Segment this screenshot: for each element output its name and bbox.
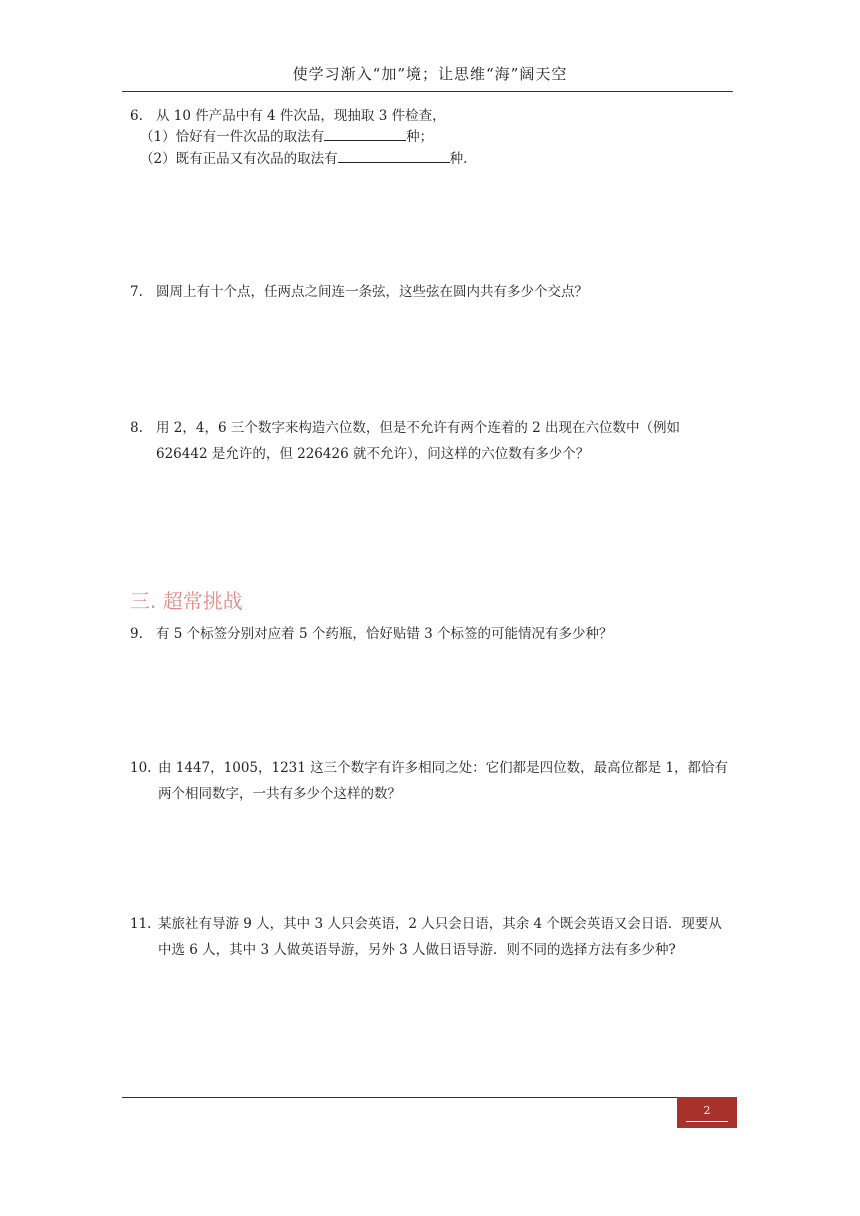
answer-blank-2[interactable] bbox=[338, 147, 450, 163]
question-text: 有 5 个标签分别对应着 5 个药瓶，恰好贴错 3 个标签的可能情况有多少种？ bbox=[156, 626, 613, 642]
footer-divider bbox=[122, 1097, 684, 1098]
question-7 bbox=[130, 279, 735, 305]
page-number: 2 bbox=[703, 1104, 711, 1117]
header-divider bbox=[122, 91, 733, 92]
sub-question-1-text: （1）恰好有一件次品的取法有 bbox=[140, 129, 325, 145]
question-8 bbox=[130, 415, 735, 467]
question-11 bbox=[130, 911, 735, 963]
question-number: 7. bbox=[130, 284, 143, 300]
question-text: 某旅社有导游 9 人，其中 3 人只会英语，2 人只会日语，其余 4 个既会英语又会日语．现要从中选 6 人，其中 3 人做英语导游，另外 3 人做日语导游．则不同的选择方法有多少种? bbox=[158, 916, 722, 958]
question-number: 6. bbox=[130, 108, 143, 124]
sub-question-1-suffix: 种； bbox=[406, 129, 434, 145]
sub-question-2-suffix: 种. bbox=[449, 151, 468, 167]
answer-blank-1[interactable] bbox=[324, 125, 406, 141]
question-number: 9. bbox=[130, 626, 143, 642]
header-title: 使学习渐入“加”境；让思维“海”阔天空 bbox=[292, 65, 568, 83]
question-10 bbox=[130, 755, 735, 807]
question-9 bbox=[130, 621, 735, 647]
sub-question-2 bbox=[140, 147, 735, 169]
question-number: 11. bbox=[130, 916, 152, 932]
sub-question-2-text: （2）既有正品又有次品的取法有 bbox=[140, 151, 338, 167]
question-6 bbox=[130, 103, 735, 169]
question-text: 由 1447，1005，1231 这三个数字有许多相同之处：它们都是四位数，最高位都是 1，都恰有两个相同数字，一共有多少个这样的数？ bbox=[158, 760, 729, 802]
section-title: 三. 超常挑战 bbox=[130, 589, 243, 613]
question-text: 圆周上有十个点，任两点之间连一条弦，这些弦在圆内共有多少个交点？ bbox=[156, 284, 588, 300]
page-number-underline bbox=[686, 1121, 728, 1122]
question-text: 用 2，4，6 三个数字来构造六位数，但是不允许有两个连着的 2 出现在六位数中（例如 626442 是允许的，但 226426 就不允许），问这样的六位数有多少个？ bbox=[156, 420, 681, 462]
question-text: 从 10 件产品中有 4 件次品，现抽取 3 件检查， bbox=[156, 108, 446, 124]
question-number: 8. bbox=[130, 420, 143, 436]
page-number-box bbox=[677, 1097, 737, 1128]
question-number: 10. bbox=[130, 760, 152, 776]
